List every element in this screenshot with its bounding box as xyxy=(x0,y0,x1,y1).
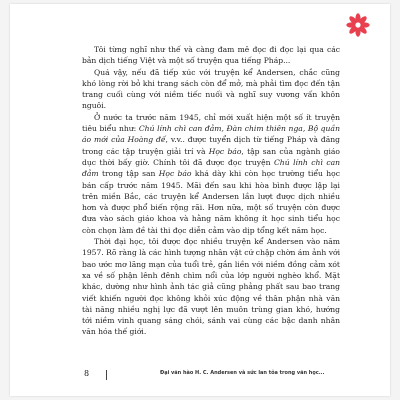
paragraph-3-italic-hoc-bao-2: Học báo xyxy=(158,169,192,179)
paragraph-3-part-d: trong tập san xyxy=(98,169,159,179)
footer-divider xyxy=(106,370,107,380)
paragraph-4: Thời đại học, tôi được đọc nhiều truyện kể Andersen vào năm 1957. Rõ ràng là các hình tượng nhân vật cứ chập chờn ám ảnh với bao ước mơ lãng mạn của tuổi trẻ, gắn liền với niềm đồng cảm xót xa về số phận lênh đênh chìm nổi của lớp người nghèo khổ. Mặt khác, dường như hình ảnh tác giả cũng phảng phất sau bao trang viết khiến người đọc không khỏi xúc động về thân phận nhà văn tài năng nhiều nghị lực đã vượt lên muôn trùng gian khó, hướng tới niềm vinh quang sáng chói, sánh vai cùng các bậc danh nhân văn hóa thế giới. xyxy=(82,237,340,337)
flower-logo-icon xyxy=(345,12,371,38)
paragraph-3 xyxy=(82,112,340,236)
paragraph-3-part-c: , tập san của ngành giáo dục thời bấy giờ. Chính tôi đã được đọc truyện xyxy=(82,146,341,167)
running-title: Đại văn hào H. C. Andersen và sức lan tỏa trong văn học... xyxy=(160,370,325,376)
paragraph-1: Tôi từng nghĩ như thế và càng đam mê đọc đi đọc lại qua các bản dịch tiếng Việt và một số truyện qua tiếng Pháp... xyxy=(82,45,340,66)
paragraph-2: Quá vậy, nếu đã tiếp xúc với truyện kể Andersen, chắc cũng khó lòng rời bỏ khi trang sách còn để mở, mà phải tìm đọc đến tận trang cuối cùng với niềm tiếc nuối và nghĩ suy vương vấn khôn nguôi. xyxy=(82,67,340,111)
book-page xyxy=(10,4,390,396)
page-number: 8 xyxy=(84,369,90,378)
paragraph-3-italic-chu-linh: Chú lính chì can đảm xyxy=(82,157,341,179)
paragraph-3-part-a: Ở nước ta trước năm 1945, chỉ mới xuất hiện một số ít truyện tiêu biểu như: xyxy=(82,112,340,134)
paragraph-3-part-e: khá dày khi còn học trường tiểu học bán cấp trước năm 1945. Mãi đến sau khi hòa bình được lập lại trên miền Bắc, các truyện kể Andersen lần lượt được dịch nhiều hơn và được phổ biến rộng rãi. Hơn nữa, một số truyện còn được đưa vào sách giáo khoa và hằng năm không ít học sinh tiểu học còn chọn làm đề tài thi đọc diễn cảm vào dịp tổng kết năm học. xyxy=(82,169,341,235)
paragraph-3-italic-hoc-bao: Học báo xyxy=(208,146,242,156)
body-text xyxy=(82,44,340,338)
paragraph-3-part-b: , v.v.. được tuyển dịch từ tiếng Pháp và đăng trong các tập truyện giải trí và xyxy=(82,135,340,156)
paragraph-3-italic-titles: Chú lính chì can đảm, Đàn chim thiên nga, Bộ quần áo mới của Hoàng đế xyxy=(82,124,340,145)
logo-center xyxy=(355,22,360,27)
